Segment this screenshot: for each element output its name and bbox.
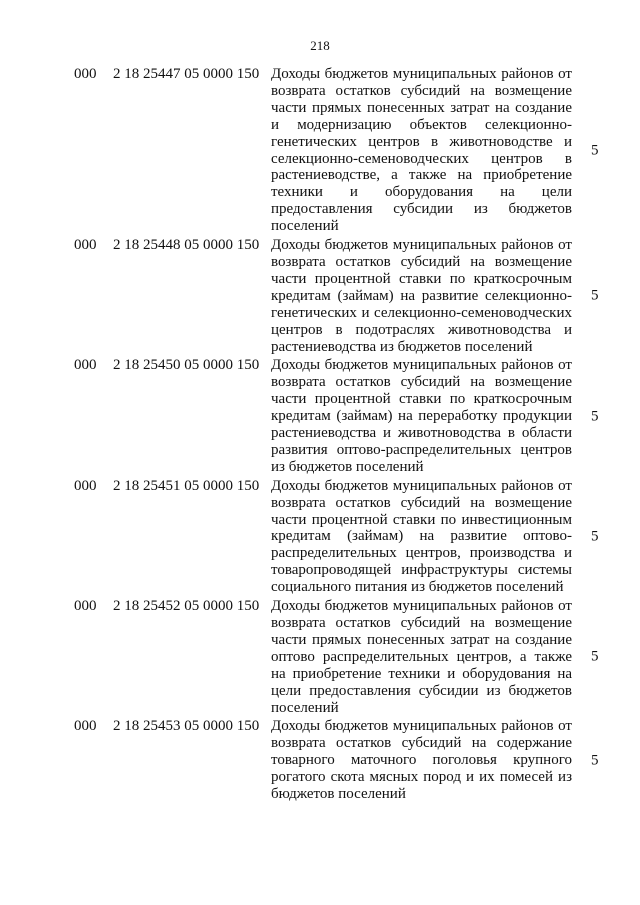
revenue-name: Доходы бюджетов муниципальных районов от возврата остатков субсидий на возмещение части прямых понесенных затрат на создание и модернизацию объектов селекционно-генетических центров в животноводстве и селекционно-семеноводческих центров в растениеводстве, а также на приобретение техники и оборудования на цели предоставления субсидии из бюджетов поселений — [271, 66, 572, 235]
table-row — [0, 66, 640, 235]
table-row — [0, 718, 640, 803]
norm-value: 5 — [591, 528, 599, 545]
table-row — [0, 357, 640, 475]
page-number: 218 — [310, 38, 330, 53]
admin-code: 000 — [74, 237, 97, 254]
budget-classification-code: 2 18 25451 05 0000 150 — [113, 477, 260, 494]
budget-classification-code: 2 18 25452 05 0000 150 — [113, 598, 260, 615]
budget-classification-code: 2 18 25450 05 0000 150 — [113, 357, 260, 374]
norm-value: 5 — [591, 408, 599, 425]
revenue-name: Доходы бюджетов муниципальных районов от возврата остатков субсидий на возмещение части процентной ставки по краткосрочным кредитам (займам) на переработку продукции растениеводства и животноводства в области развития оптово-распределительных центров из бюджетов поселений — [271, 357, 572, 475]
admin-code: 000 — [74, 718, 97, 735]
table-row — [0, 478, 640, 596]
norm-value: 5 — [591, 142, 599, 159]
table-row — [0, 598, 640, 716]
admin-code: 000 — [74, 477, 97, 494]
revenue-name: Доходы бюджетов муниципальных районов от возврата остатков субсидий на содержание товарного маточного поголовья крупного рогатого скота мясных пород и их помесей из бюджетов поселений — [271, 718, 572, 803]
table-row — [0, 237, 640, 355]
revenue-name: Доходы бюджетов муниципальных районов от возврата остатков субсидий на возмещение части прямых понесенных затрат на создание оптово распределительных центров, а также на приобретение техники и оборудования на цели предоставления субсидии из бюджетов поселений — [271, 598, 572, 716]
revenue-name: Доходы бюджетов муниципальных районов от возврата остатков субсидий на возмещение части процентной ставки по инвестиционным кредитам (займам) на развитие оптово-распределительных центров, производства и товаропроводящей инфраструктуры системы социального питания из бюджетов поселений — [271, 477, 572, 596]
admin-code: 000 — [74, 66, 97, 82]
budget-classification-code: 2 18 25447 05 0000 150 — [113, 66, 260, 82]
norm-value: 5 — [591, 752, 599, 769]
norm-value: 5 — [591, 648, 599, 665]
admin-code: 000 — [74, 598, 97, 615]
budget-classification-code: 2 18 25448 05 0000 150 — [113, 237, 260, 254]
admin-code: 000 — [74, 357, 97, 374]
budget-classification-code: 2 18 25453 05 0000 150 — [113, 718, 260, 735]
norm-value: 5 — [591, 287, 599, 304]
revenue-table — [0, 66, 640, 803]
revenue-name: Доходы бюджетов муниципальных районов от возврата остатков субсидий на возмещение части процентной ставки по краткосрочным кредитам (займам) на развитие селекционно-генетических и селекционно-семеноводческих центров в подотраслях животноводства и растениеводства из бюджетов поселений — [271, 237, 572, 355]
